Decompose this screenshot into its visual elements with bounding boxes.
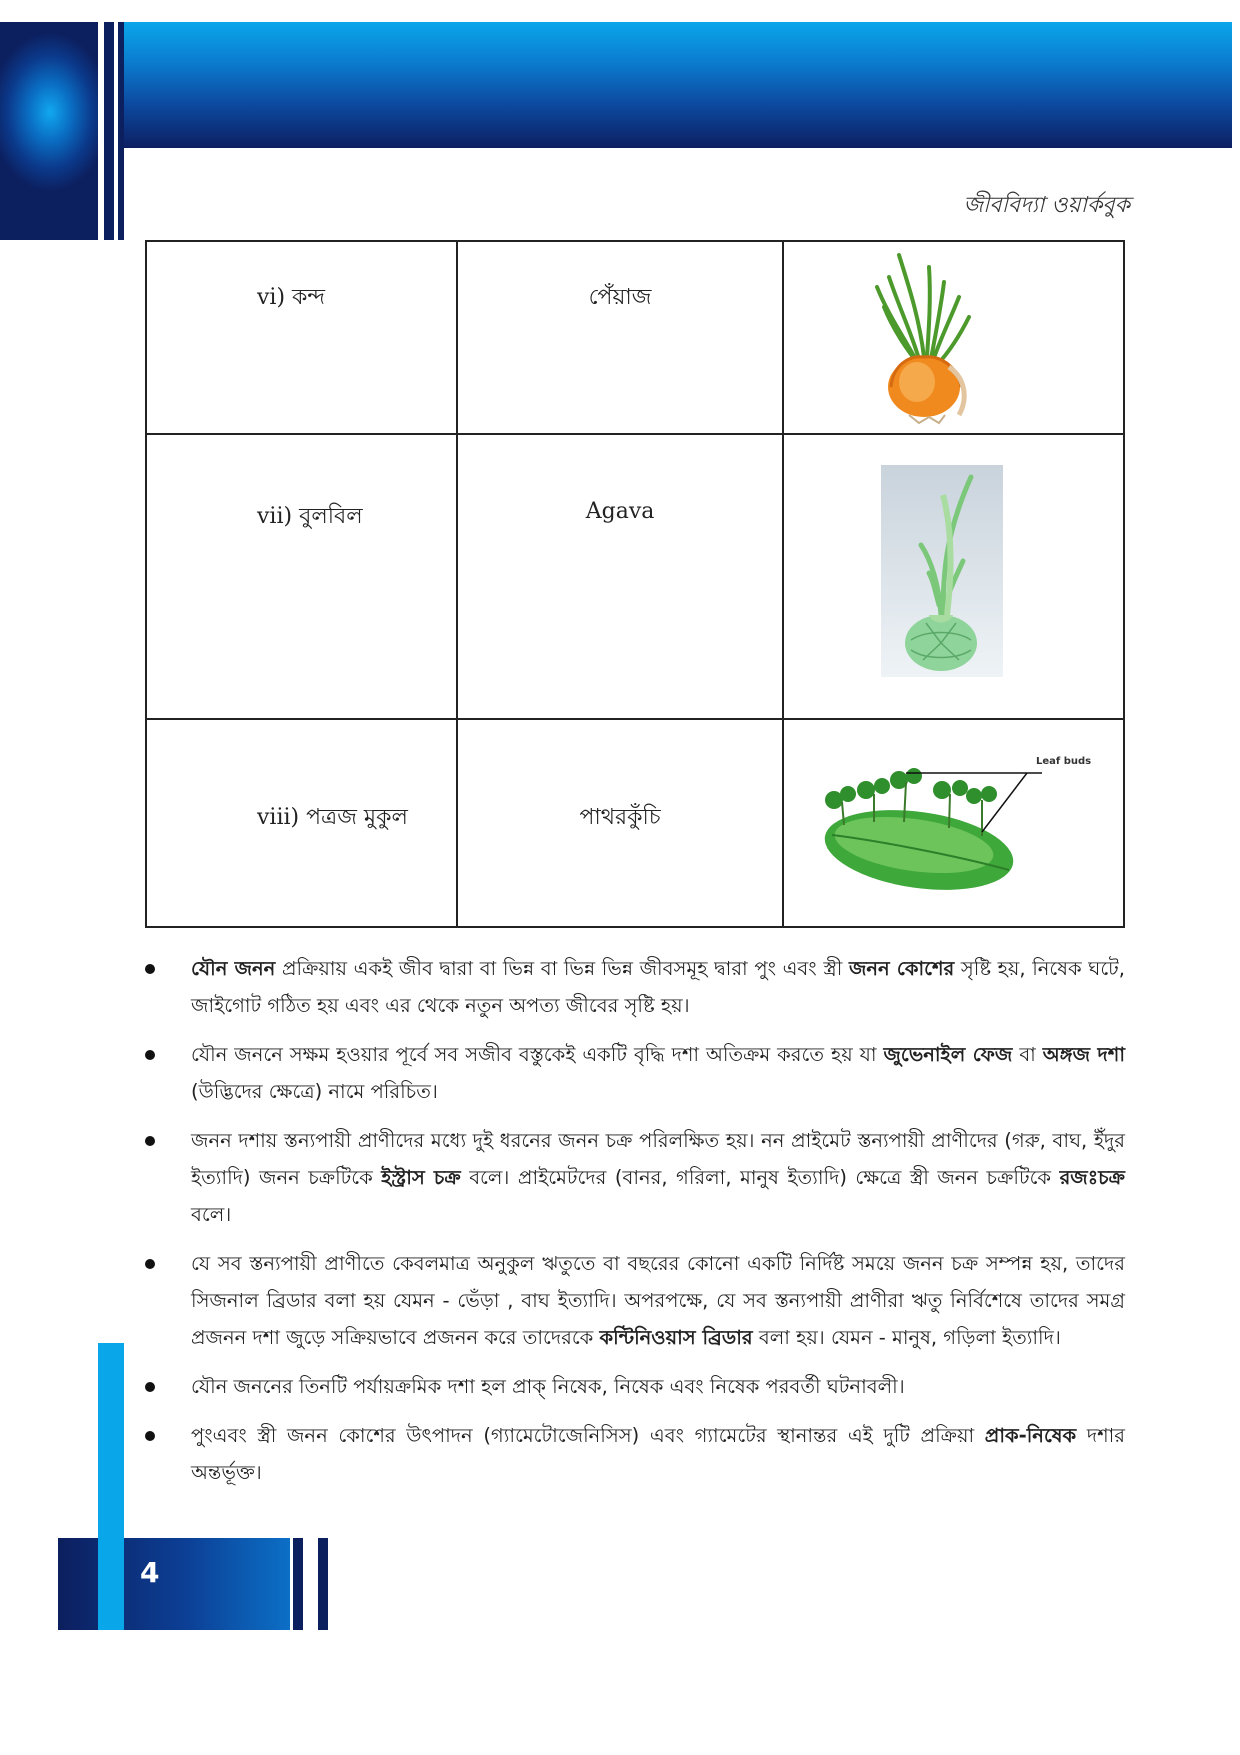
bullet-dot-icon [145, 1136, 155, 1146]
bullet-dot-icon [145, 1382, 155, 1392]
bullet-bold-term: অঙ্গজ দশা [1042, 1043, 1125, 1066]
bullet-text: সৃষ্টি হয়, নিষেক ঘটে, জাইগোট গঠিত হয় এবং এর থেকে নতুন অপত্য জীবের সৃষ্টি হয়। [191, 957, 1125, 1017]
table-cell-example [457, 719, 783, 927]
bullet-bold-term: জনন কোশের [848, 957, 955, 980]
running-head: জীববিদ্যা ওয়ার্কবুক [963, 193, 1130, 218]
bullet-text: যৌন জননের তিনটি পর্যায়ক্রমিক দশা হল প্রাক্ নিষেক, নিষেক এবং নিষেক পরবর্তী ঘটনাবলী। [191, 1375, 905, 1398]
bullet-bold-term: ইস্ট্রাস চক্র [381, 1166, 461, 1189]
bullet-bold-term: কন্টিনিওয়াস ব্রিডার [599, 1326, 753, 1349]
header-decoration-block [0, 22, 98, 240]
table-row [146, 434, 1124, 719]
footer-stripe [293, 1538, 303, 1630]
bullet-bold-term: যৌন জনন [191, 957, 276, 980]
bullet-bold-term: রজঃচক্র [1059, 1166, 1125, 1189]
table-cell-example [457, 434, 783, 719]
bullet-text: যে সব স্তন্যপায়ী প্রাণীতে কেবলমাত্র অনুকুল ঋতুতে বা বছরের কোনো একটি নির্দিষ্ট সময়ে জনন চক্র সম্পন্ন হয়, তাদের সিজনাল ব্রিডার বলা হয় যেমন - ভেঁড়া , বাঘ ইত্যাদি। অপরপক্ষে, যে সব স্তন্যপায়ী প্রাণীরা ঋতু নির্বিশেষে তাদের সমগ্র প্রজনন দশা জুড়ে সক্রিয়ভাবে প্রজনন করে তাদেরকে [191, 1252, 1125, 1349]
bullet-bold-term: জুভেনাইল ফেজ [883, 1043, 1013, 1066]
bullet-text: প্রক্রিয়ায় একই জীব দ্বারা বা ভিন্ন বা ভিন্ন ভিন্ন জীবসমূহ দ্বারা পুং এবং স্ত্রী [275, 957, 849, 980]
table-row [146, 719, 1124, 927]
type-label: viii) পত্রজ মুকুল [257, 805, 408, 830]
bullet-item [145, 1036, 1125, 1110]
agave-bulbil-image [881, 465, 1003, 677]
table-row [146, 241, 1124, 434]
table-cell-type [146, 241, 457, 434]
bullet-item [145, 1245, 1125, 1356]
bullet-text: জনন দশায় স্তন্যপায়ী প্রাণীদের মধ্যে দুই ধরনের জনন চক্র পরিলক্ষিত হয়। নন প্রাইমেট স্তন্যপায়ী প্রাণীদের (গরু, বাঘ, ইঁদুর ইত্যাদি) জনন চক্রটিকে [191, 1129, 1125, 1189]
bullet-text: বা [1012, 1043, 1043, 1066]
bullet-text: বলা হয়। যেমন - মানুষ, গড়িলা ইত্যাদি। [752, 1326, 1061, 1349]
bullet-dot-icon [145, 964, 155, 974]
table-cell-type [146, 719, 457, 927]
bryophyllum-leaf-image [814, 750, 1104, 900]
example-label: পেঁয়াজ [588, 285, 652, 310]
reproduction-table [145, 240, 1125, 928]
bullet-bold-term: প্রাক-নিষেক [984, 1424, 1077, 1447]
onion-bulb-image [869, 247, 984, 427]
type-label: vi) কন্দ [257, 285, 326, 310]
example-label: Agava [585, 499, 655, 524]
table-cell-type [146, 434, 457, 719]
bullet-item [145, 950, 1125, 1024]
bullet-item [145, 1368, 1125, 1405]
footer-stripe [318, 1538, 328, 1630]
bullet-dot-icon [145, 1431, 155, 1441]
type-label: vii) বুলবিল [257, 504, 363, 529]
table-cell-image [783, 434, 1124, 719]
leaf-buds-label: Leaf buds [1035, 756, 1091, 767]
bullet-text: (উদ্ভিদের ক্ষেত্রে) নামে পরিচিত। [191, 1080, 438, 1103]
bullet-text: বলে। প্রাইমেটদের (বানর, গরিলা, মানুষ ইত্যাদি) ক্ষেত্রে স্ত্রী জনন চক্রটিকে [460, 1166, 1060, 1189]
table-cell-example [457, 241, 783, 434]
example-label: পাথরকুঁচি [579, 805, 661, 830]
table-cell-image [783, 719, 1124, 927]
bullet-text: বলে। [191, 1203, 232, 1226]
header-stripe [104, 22, 114, 240]
header-band [124, 22, 1232, 148]
bullet-item [145, 1122, 1125, 1233]
page-number: 4 [140, 1556, 160, 1589]
bullet-text: দশার অন্তর্ভূক্ত। [191, 1424, 1125, 1484]
bullet-dot-icon [145, 1259, 155, 1269]
bullet-item [145, 1417, 1125, 1491]
bullet-list [145, 950, 1125, 1503]
bullet-dot-icon [145, 1050, 155, 1060]
table-cell-image [783, 241, 1124, 434]
footer-band [58, 1538, 290, 1630]
bullet-text: যৌন জননে সক্ষম হওয়ার পূর্বে সব সজীব বস্তুকেই একটি বৃদ্ধি দশা অতিক্রম করতে হয় যা [191, 1043, 884, 1066]
footer-accent-bar [98, 1343, 124, 1630]
bullet-text: পুংএবং স্ত্রী জনন কোশের উৎপাদন (গ্যামেটোজেনিসিস) এবং গ্যামেটের স্থানান্তর এই দুটি প্রক্রিয়া [191, 1424, 985, 1447]
